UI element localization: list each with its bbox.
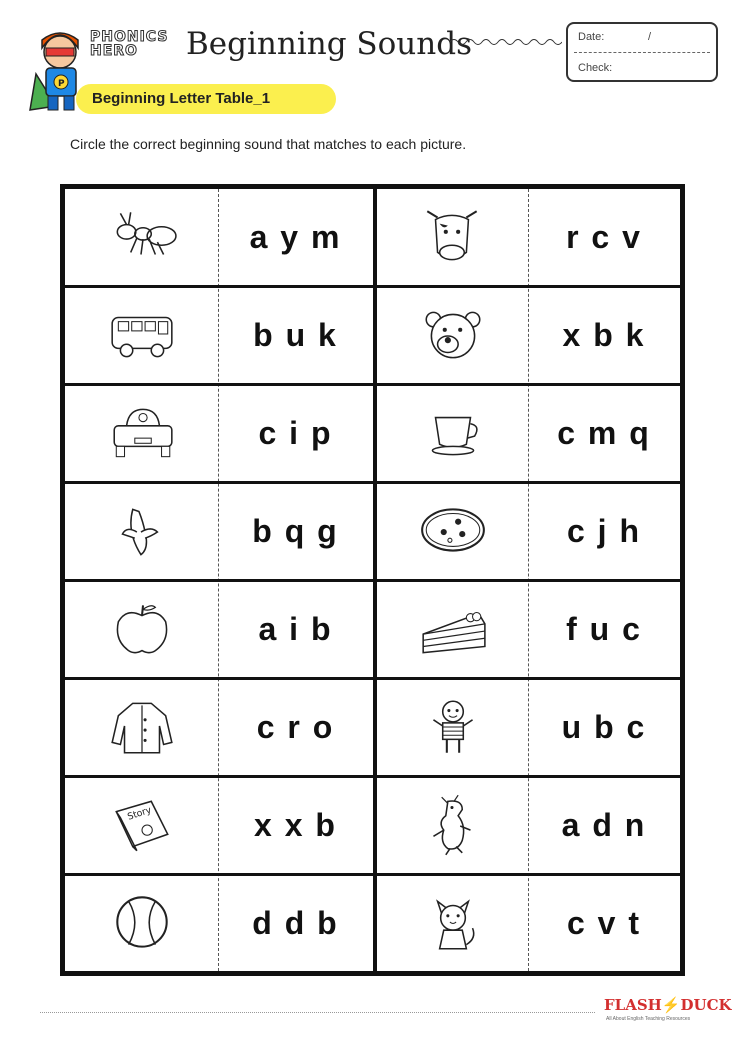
picture-cell — [65, 777, 218, 873]
picture-cell — [377, 287, 528, 383]
letter-choices[interactable]: c m q — [557, 414, 651, 451]
letter-choices[interactable]: r c v — [566, 218, 642, 255]
letter-choices[interactable]: b q g — [252, 512, 339, 549]
picture-cell — [377, 385, 528, 481]
picture-cell — [377, 483, 528, 579]
info-divider — [574, 52, 710, 53]
wave-decoration — [450, 36, 562, 48]
picture-cell — [65, 287, 218, 383]
brand-top: PHONICS — [90, 29, 169, 45]
footer-divider — [40, 1012, 595, 1013]
picture-cell — [65, 189, 218, 285]
date-separator: / — [648, 31, 652, 43]
letter-choices[interactable]: f u c — [566, 610, 642, 647]
brand-bottom: HERO — [90, 43, 138, 59]
picture-cell — [377, 777, 528, 873]
letter-table — [60, 184, 685, 976]
boy-icon — [417, 696, 489, 758]
logo-right: DUCK — [680, 996, 732, 1014]
logo-tagline: All About English Teaching Resources — [606, 1016, 691, 1022]
instruction-text: Circle the correct beginning sound that matches to each picture. — [70, 136, 467, 152]
bear-icon — [417, 304, 489, 366]
picture-cell — [377, 679, 528, 775]
letter-choices[interactable]: u b c — [561, 708, 647, 745]
bus-icon — [106, 304, 178, 366]
ant-icon — [106, 206, 178, 268]
letter-choices[interactable]: x x b — [254, 806, 337, 843]
letter-choices[interactable]: x b k — [562, 316, 646, 353]
cat-icon — [417, 892, 489, 954]
car-icon — [106, 402, 178, 464]
cup-icon — [417, 402, 489, 464]
letter-choices[interactable]: b u k — [253, 316, 338, 353]
date-check-box — [566, 22, 718, 82]
picture-cell — [377, 875, 528, 971]
picture-cell — [377, 189, 528, 285]
letter-choices[interactable]: d d b — [252, 904, 339, 941]
check-label: Check: — [578, 62, 613, 74]
picture-cell — [377, 581, 528, 677]
flashduck-logo — [604, 996, 732, 1014]
letter-choices[interactable]: c i p — [258, 414, 333, 451]
picture-cell — [65, 483, 218, 579]
logo-left: FLASH — [604, 996, 662, 1014]
picture-cell — [65, 679, 218, 775]
book-icon — [106, 794, 178, 856]
picture-cell — [65, 875, 218, 971]
cow-icon — [417, 206, 489, 268]
letter-choices[interactable]: c j h — [566, 512, 641, 549]
date-label: Date: — [578, 31, 605, 43]
svg-text:P: P — [58, 79, 65, 89]
letter-choices[interactable]: c v t — [566, 904, 642, 941]
letter-choices[interactable]: c r o — [256, 708, 335, 745]
picture-cell — [65, 581, 218, 677]
coat-icon — [106, 696, 178, 758]
letter-choices[interactable]: a d n — [561, 806, 647, 843]
alligator-icon — [417, 794, 489, 856]
page-title: Beginning Sounds — [186, 26, 472, 62]
svg-text:Story: Story — [125, 804, 153, 823]
cookie-icon — [417, 500, 489, 562]
letter-choices[interactable]: a i b — [258, 610, 333, 647]
letter-choices[interactable]: a y m — [249, 218, 342, 255]
ball-icon — [106, 892, 178, 954]
bolt-icon: ⚡ — [661, 996, 681, 1014]
picture-cell — [65, 385, 218, 481]
brand-logo — [90, 30, 168, 58]
worksheet-subtitle: Beginning Letter Table_1 — [92, 90, 271, 107]
cake-icon — [417, 598, 489, 660]
apple-icon — [106, 598, 178, 660]
banana-icon — [106, 500, 178, 562]
